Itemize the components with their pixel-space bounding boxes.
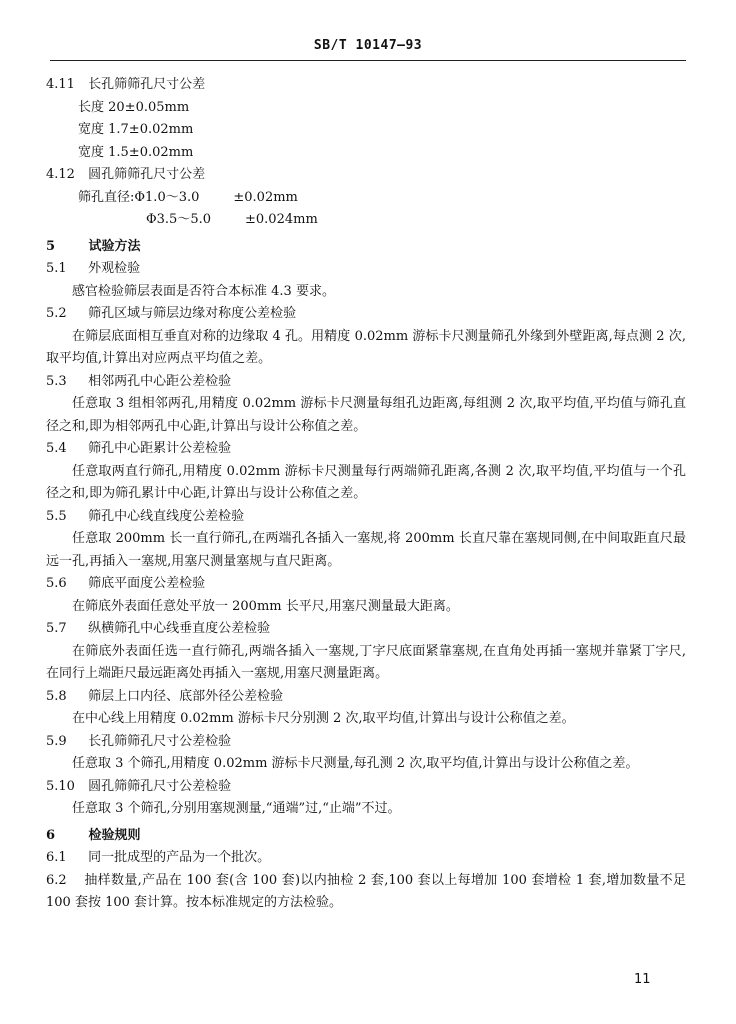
section-paragraph: 感官检验筛层表面是否符合本标准 4.3 要求。 — [72, 283, 335, 299]
section-number: 5.10 — [46, 778, 75, 794]
section-title: 圆孔筛筛孔尺寸公差 — [88, 167, 206, 182]
section-paragraph: 在中心线上用精度 0.02mm 游标卡尺分别测 2 次,取平均值,计算出与设计公称值之差。 — [72, 711, 575, 726]
section-number: 4.12 — [46, 167, 75, 182]
section-number: 4.11 — [46, 77, 75, 92]
spec-tolerance: ±0.02mm — [233, 189, 298, 205]
spec-range: 筛孔直径:Φ1.0～3.0 — [78, 189, 200, 205]
section-number: 5.1 — [46, 261, 67, 276]
chapter-number: 5 — [46, 238, 56, 254]
section-title: 筛底平面度公差检验 — [88, 576, 206, 591]
section-title: 筛层上口内径、底部外径公差检验 — [88, 688, 284, 704]
section-title: 纵横筛孔中心线垂直度公差检验 — [88, 621, 271, 636]
spec-tolerance: ±0.024mm — [245, 212, 318, 227]
spec-line — [46, 187, 686, 210]
section-5-1-heading — [46, 258, 686, 281]
section-title: 相邻两孔中心距公差检验 — [88, 373, 232, 389]
page-header: SB/T 10147—93 — [313, 38, 423, 53]
section-number: 5.9 — [46, 733, 67, 749]
section-5-6-heading — [46, 573, 686, 596]
section-6-1 — [46, 847, 686, 870]
spec-line: 宽度 1.7±0.02mm — [78, 122, 194, 137]
document-body — [46, 74, 686, 915]
section-number: 5.2 — [46, 306, 67, 321]
section-paragraph: 在筛层底面相互垂直对称的边缘取 4 孔。用精度 0.02mm 游标卡尺测量筛孔外缘到外壁距离,每点测 2 次,取平均值,计算出对应两点平均值之差。 — [46, 328, 686, 366]
section-number: 5.3 — [46, 373, 67, 389]
section-5-8-heading — [46, 686, 686, 709]
section-title: 筛孔中心线直线度公差检验 — [88, 508, 245, 524]
section-title: 长孔筛筛孔尺寸公差检验 — [88, 733, 232, 749]
section-paragraph: 任意取 3 个筛孔,分别用塞规测量,“通端”过,“止端”不过。 — [72, 801, 401, 816]
section-title: 长孔筛筛孔尺寸公差 — [88, 77, 206, 92]
chapter-title: 检验规则 — [88, 827, 141, 843]
section-number: 6.1 — [46, 850, 67, 865]
section-text: 抽样数量,产品在 100 套(含 100 套)以内抽检 2 套,100 套以上每增加 100 套增检 1 套,增加数量不足 100 套按 100 套计算。按本标准规定的方法检验。 — [46, 872, 686, 910]
section-number: 5.7 — [46, 621, 67, 636]
spec-range: Φ3.5～5.0 — [146, 212, 212, 227]
section-4-12-heading — [46, 164, 686, 187]
section-5-2-heading — [46, 303, 686, 326]
chapter-5-heading — [46, 236, 686, 259]
chapter-title: 试验方法 — [88, 238, 141, 254]
section-number: 5.6 — [46, 576, 67, 591]
section-4-11-heading — [46, 74, 686, 97]
spec-line: 宽度 1.5±0.02mm — [78, 144, 194, 160]
section-6-2 — [46, 870, 686, 915]
section-5-4-heading — [46, 438, 686, 461]
spec-line: 长度 20±0.05mm — [78, 99, 190, 115]
section-paragraph: 在筛底外表面任意处平放一 200mm 长平尺,用塞尺测量最大距离。 — [72, 598, 459, 614]
spec-line — [46, 209, 686, 232]
chapter-6-heading — [46, 825, 686, 848]
section-paragraph: 任意取 3 个筛孔,用精度 0.02mm 游标卡尺测量,每孔测 2 次,取平均值,计算出与设计公称值之差。 — [72, 756, 639, 771]
section-number: 5.5 — [46, 508, 67, 524]
section-5-10-heading — [46, 776, 686, 799]
section-paragraph: 在筛底外表面任选一直行筛孔,两端各插入一塞规,丁字尺底面紧靠塞规,在直角处再插一塞规并靠紧丁字尺,在同行上端距尺最远距离处再插入一塞规,用塞尺测量距离。 — [46, 643, 686, 681]
section-text: 同一批成型的产品为一个批次。 — [88, 850, 271, 865]
section-number: 6.2 — [46, 872, 67, 888]
section-paragraph: 任意取 200mm 长一直行筛孔,在两端孔各插入一塞规,将 200mm 长直尺靠在塞规同侧,在中间取距直尺最远一孔,再插入一塞规,用塞尺测量塞规与直尺距离。 — [46, 531, 686, 569]
section-5-9-heading — [46, 731, 686, 754]
chapter-number: 6 — [46, 827, 56, 843]
section-number: 5.4 — [46, 441, 67, 456]
page-number: 11 — [634, 972, 651, 987]
header-rule — [50, 60, 686, 61]
section-title: 筛孔中心距累计公差检验 — [88, 441, 232, 456]
section-5-3-heading — [46, 371, 686, 394]
section-paragraph: 任意取两直行筛孔,用精度 0.02mm 游标卡尺测量每行两端筛孔距离,各测 2 次,取平均值,平均值与一个孔径之和,即为筛孔累计中心距,计算出与设计公称值之差。 — [46, 463, 686, 501]
section-title: 外观检验 — [88, 261, 141, 276]
section-title: 筛孔区域与筛层边缘对称度公差检验 — [88, 306, 297, 321]
section-5-7-heading — [46, 618, 686, 641]
section-5-5-heading — [46, 506, 686, 529]
section-title: 圆孔筛筛孔尺寸公差检验 — [88, 778, 232, 794]
section-number: 5.8 — [46, 688, 67, 704]
section-paragraph: 任意取 3 组相邻两孔,用精度 0.02mm 游标卡尺测量每组孔边距离,每组测 2 次,取平均值,平均值与筛孔直径之和,即为相邻两孔中心距,计算出与设计公称值之差。 — [46, 396, 686, 434]
